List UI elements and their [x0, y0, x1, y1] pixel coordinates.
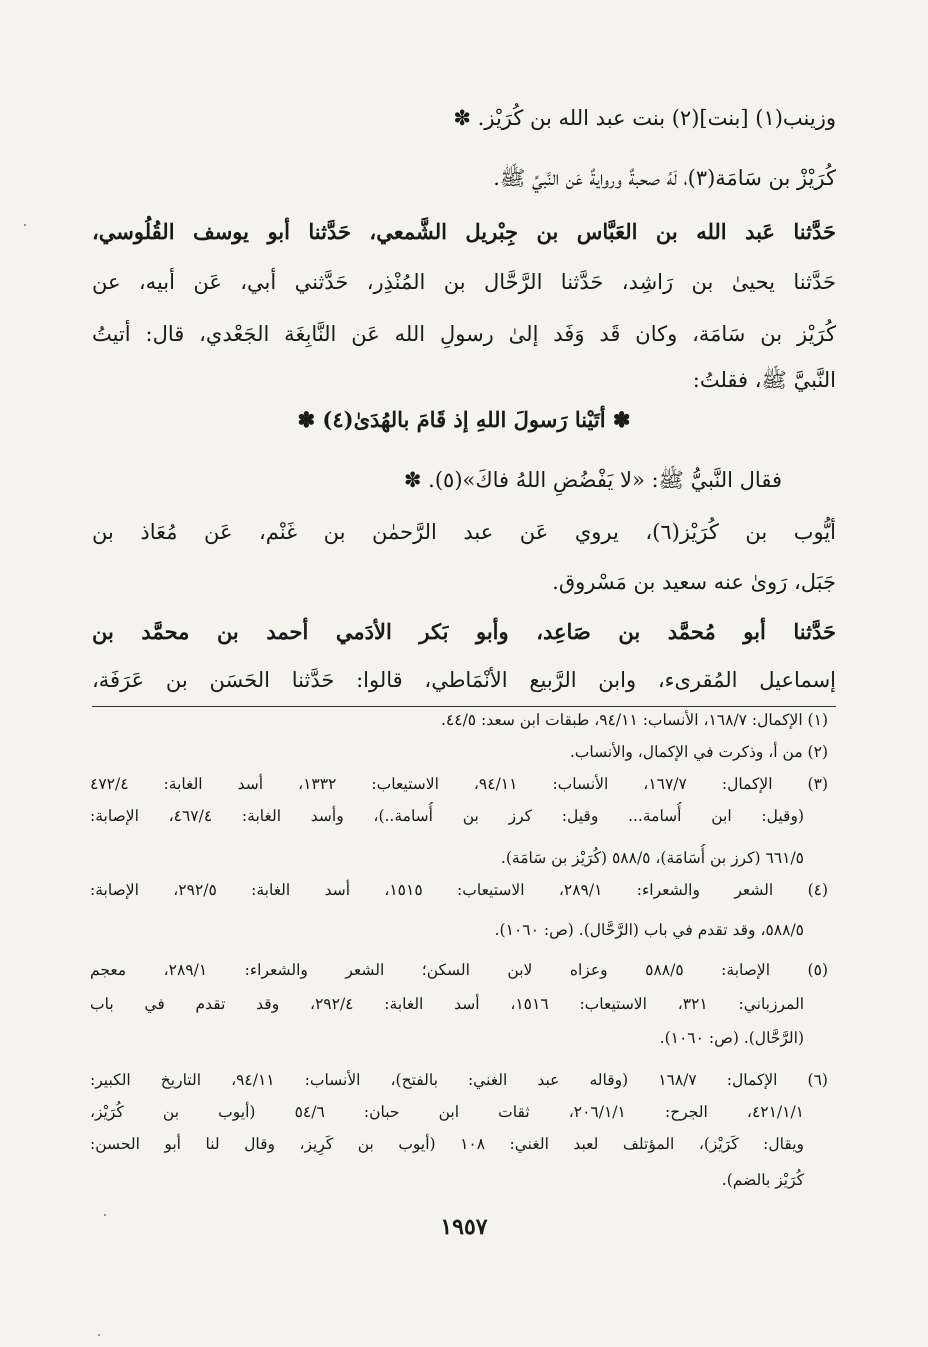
- scan-speck: [104, 1214, 106, 1216]
- body-line-10: جَبَل، رَوىٰ عنه سعيد بن مَسْروق.: [552, 570, 836, 594]
- body-line-1: وزينب(١) [بنت](٢) بنت عبد الله بن كُرَيْز. ✽: [453, 106, 836, 130]
- footnote-6-line-1: (٦) الإكمال: ١٦٨/٧ (وقاله عبد الغني: بالفتح)، الأنساب: ٩٤/١١، التاريخ الكبير:: [90, 1071, 828, 1089]
- body-line-3: حَدَّثنا عَبد الله بن العَبَّاس بن جِبْريل الشَّمعي، حَدَّثنا أبو يوسف القُلُوسي،: [92, 219, 836, 244]
- page-number: ١٩٥٧: [440, 1214, 488, 1240]
- footnote-1: (١) الإكمال: ١٦٨/٧، الأنساب: ٩٤/١١، طبقات ابن سعد: ٤٤/٥.: [440, 711, 828, 729]
- body-line-2: كُرَيْزْ بن سَامَة(٣)، لَهُ صحبةٌ وروايةٌ عَن النَّبيِّ ﷺ.: [493, 166, 836, 190]
- body-line-5: كُرَيْز بن سَامَة، وكان قَد وَفَد إلىٰ رسولِ الله عَن النَّابِغَة الجَعْدي، قال: أتيتُ: [92, 322, 836, 346]
- footnote-5-line-2: المرزباني: ٣٢١، الاستيعاب: ١٥١٦، أسد الغابة: ٢٩٢/٤، وقد تقدم في باب: [90, 995, 804, 1013]
- footnote-3-line-2: (وقيل: ابن أُسامة... وقيل: كرز بن أُسامة..)، وأسد الغابة: ٤٦٧/٤، الإصابة:: [90, 807, 804, 825]
- scan-speck: [98, 1334, 100, 1336]
- verse-line: ✽ أتَيْنا رَسولَ اللهِ إذ قَامَ بالهُدَىٰ(٤) ✽: [297, 407, 631, 432]
- body-line-9: أيُّوب بن كُرَيْز(٦)، يروي عَن عبد الرَّحمٰن بن غَنْم، عَن مُعَاذ بن: [92, 520, 836, 544]
- footnote-6-line-2: ٤٢١/١/١، الجرح: ٢٠٦/١/١، ثقات ابن حبان: ٥٤/٦ (أيوب بن كُرَيْز،: [90, 1103, 804, 1121]
- footnote-3-line-1: (٣) الإكمال: ١٦٧/٧، الأنساب: ٩٤/١١، الاستيعاب: ١٣٣٢، أسد الغابة: ٤٧٢/٤: [90, 775, 828, 793]
- body-line-8: فقال النَّبيُّ ﷺ: «لا يَفْضُضِ اللهُ فاكَ»(٥). ✽: [403, 468, 782, 492]
- footnote-3-line-3: ٦٦١/٥ (كرز بن أُسَامَة)، ٥٨٨/٥ (كُرَيْز بن سَامَة).: [500, 849, 804, 867]
- footnote-5-line-1: (٥) الإصابة: ٥٨٨/٥ وعزاه لابن السكن؛ الشعر والشعراء: ٢٨٩/١، معجم: [90, 961, 828, 979]
- footnote-5-line-3: (الرَّحَّال). (ص: ١٠٦٠).: [659, 1029, 804, 1047]
- body-line-11: حَدَّثنا أبو مُحمَّد بن صَاعِد، وأبو بَكر الأدَمي أحمد بن محمَّد بن: [92, 619, 836, 644]
- footnote-6-line-4: كُرَيْز بالضم).: [721, 1171, 804, 1189]
- body-line-6: النَّبيَّ ﷺ، فقلتُ:: [692, 368, 836, 392]
- body-line-12: إسماعيل المُقرىء، وابن الرَّبيع الأنْمَاطي، قالوا: حَدَّثنا الحَسَن بن عَرَفَة،: [92, 668, 836, 692]
- footnote-4-line-2: ٥٨٨/٥، وقد تقدم في باب (الرَّحَّال). (ص: ١٠٦٠).: [494, 921, 804, 939]
- footnote-4-line-1: (٤) الشعر والشعراء: ٢٨٩/١، الاستيعاب: ١٥١٥، أسد الغابة: ٢٩٢/٥، الإصابة:: [90, 881, 828, 899]
- footnote-6-line-3: ويقال: كَرَيْز)، المؤتلف لعبد الغني: ١٠٨ (أيوب بن كَرِيز، وقال لنا أبو الحسن:: [90, 1135, 804, 1153]
- footnote-2: (٢) من أ، وذكرت في الإكمال، والأنساب.: [569, 743, 828, 761]
- body-line-4: حَدَّثنا يحيىٰ بن رَاشِد، حَدَّثنا الرَّحَّال بن المُنْذِر، حَدَّثني أبي، عَن أبيه، عن: [92, 270, 836, 294]
- scan-speck: [24, 224, 26, 226]
